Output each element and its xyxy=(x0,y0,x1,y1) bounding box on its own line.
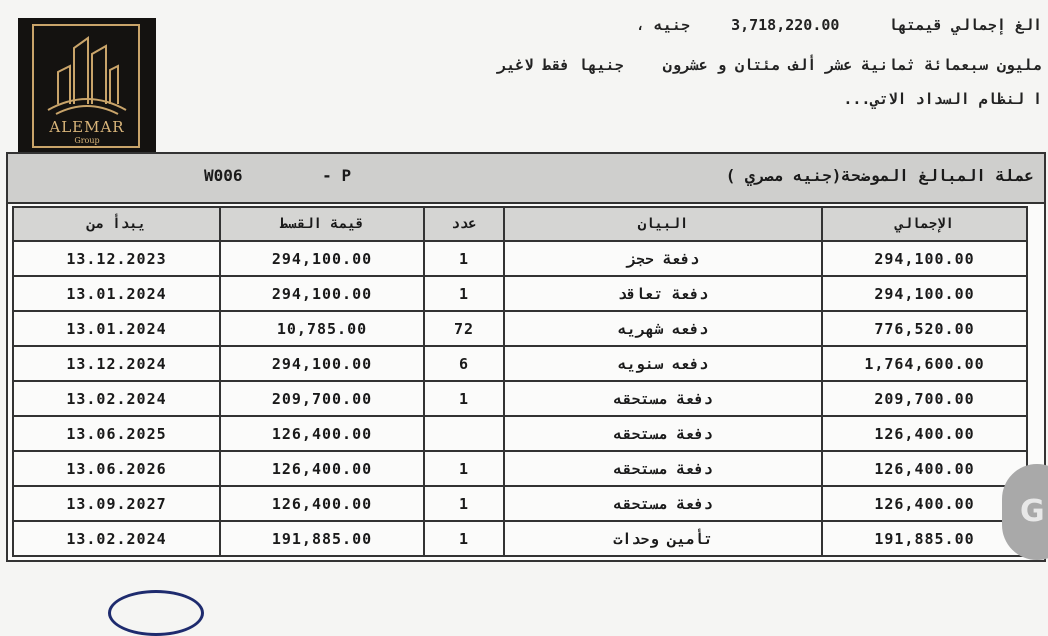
cell-installment: 209,700.00 xyxy=(220,381,424,416)
cell-description: دفعة مستحقه xyxy=(504,486,822,521)
cell-count: 1 xyxy=(424,241,504,276)
cell-total: 294,100.00 xyxy=(822,241,1027,276)
cell-description: دفعة مستحقه xyxy=(504,451,822,486)
cell-description: دفعة حجز xyxy=(504,241,822,276)
table-row xyxy=(13,346,1027,381)
table-row xyxy=(13,416,1027,451)
total-label: الغ إجمالي قيمتها xyxy=(888,16,1042,34)
logo-name: ALEMAR xyxy=(49,118,125,136)
cell-total: 294,100.00 xyxy=(822,276,1027,311)
table-row xyxy=(13,521,1027,556)
cell-start: 13.02.2024 xyxy=(13,381,220,416)
payment-schedule-table xyxy=(6,152,1046,562)
cell-count: 6 xyxy=(424,346,504,381)
cell-count: 1 xyxy=(424,276,504,311)
cell-installment: 294,100.00 xyxy=(220,276,424,311)
cell-description: دفعه شهريه xyxy=(504,311,822,346)
cell-start: 13.01.2024 xyxy=(13,311,220,346)
cell-description: تأمين وحدات xyxy=(504,521,822,556)
cell-installment: 126,400.00 xyxy=(220,416,424,451)
cell-count: 72 xyxy=(424,311,504,346)
cell-installment: 191,885.00 xyxy=(220,521,424,556)
table-header-row xyxy=(13,207,1027,241)
amount-words: مليون سبعمائة ثمانية عشر ألف مئتان و عشرون xyxy=(662,56,1042,74)
cell-count: 1 xyxy=(424,381,504,416)
table-row xyxy=(13,241,1027,276)
header-start: يبدأ من xyxy=(13,207,220,241)
badge-icon[interactable] xyxy=(1002,464,1048,560)
table-title-bar xyxy=(8,154,1044,204)
cell-installment: 294,100.00 xyxy=(220,346,424,381)
cell-count: 1 xyxy=(424,521,504,556)
cell-total: 191,885.00 xyxy=(822,521,1027,556)
cell-start: 13.12.2023 xyxy=(13,241,220,276)
cell-start: 13.06.2026 xyxy=(13,451,220,486)
cell-installment: 10,785.00 xyxy=(220,311,424,346)
cell-total: 209,700.00 xyxy=(822,381,1027,416)
g-letter-icon: G xyxy=(1020,494,1045,529)
cell-description: دفعة مستحقه xyxy=(504,381,822,416)
total-amount: 3,718,220.00 xyxy=(731,16,840,34)
cell-installment: 126,400.00 xyxy=(220,451,424,486)
amount-words-tail: جنيها فقط لاغير xyxy=(497,56,624,74)
table-row xyxy=(13,486,1027,521)
cell-installment: 126,400.00 xyxy=(220,486,424,521)
cell-total: 126,400.00 xyxy=(822,416,1027,451)
cell-total: 126,400.00 xyxy=(822,451,1027,486)
currency-title: عملة المبالغ الموضحة(جنيه مصري ) xyxy=(725,166,1034,185)
cell-start: 13.06.2025 xyxy=(13,416,220,451)
unit-code-suffix: - P xyxy=(322,166,352,185)
payment-system-line: ا لنظام السداد الاتي... xyxy=(843,90,1042,108)
cell-total: 776,520.00 xyxy=(822,311,1027,346)
cell-start: 13.09.2027 xyxy=(13,486,220,521)
cell-description: دفعه سنويه xyxy=(504,346,822,381)
schedule-grid xyxy=(12,206,1028,557)
company-logo xyxy=(18,18,156,156)
unit-code-value: W006 xyxy=(204,166,243,185)
cell-count: 1 xyxy=(424,451,504,486)
header-total: الإجمالي xyxy=(822,207,1027,241)
table-row xyxy=(13,311,1027,346)
table-row xyxy=(13,276,1027,311)
cell-start: 13.01.2024 xyxy=(13,276,220,311)
cell-description: دفعة تعاقد xyxy=(504,276,822,311)
stamp-edge xyxy=(108,590,204,636)
cell-start: 13.02.2024 xyxy=(13,521,220,556)
logo-subtitle: Group xyxy=(74,136,100,145)
cell-start: 13.12.2024 xyxy=(13,346,220,381)
table-row xyxy=(13,451,1027,486)
cell-description: دفعة مستحقه xyxy=(504,416,822,451)
header-installment: قيمة القسط xyxy=(220,207,424,241)
total-amount-line xyxy=(636,16,1042,34)
cell-total: 1,764,600.00 xyxy=(822,346,1027,381)
amount-in-words-line xyxy=(497,56,1042,74)
header-count: عدد xyxy=(424,207,504,241)
cell-total: 126,400.00 xyxy=(822,486,1027,521)
cell-count: 1 xyxy=(424,486,504,521)
total-currency: جنيه ، xyxy=(635,16,691,34)
header-description: البيان xyxy=(504,207,822,241)
table-row xyxy=(13,381,1027,416)
cell-count xyxy=(424,416,504,451)
cell-installment: 294,100.00 xyxy=(220,241,424,276)
unit-code xyxy=(204,166,351,185)
